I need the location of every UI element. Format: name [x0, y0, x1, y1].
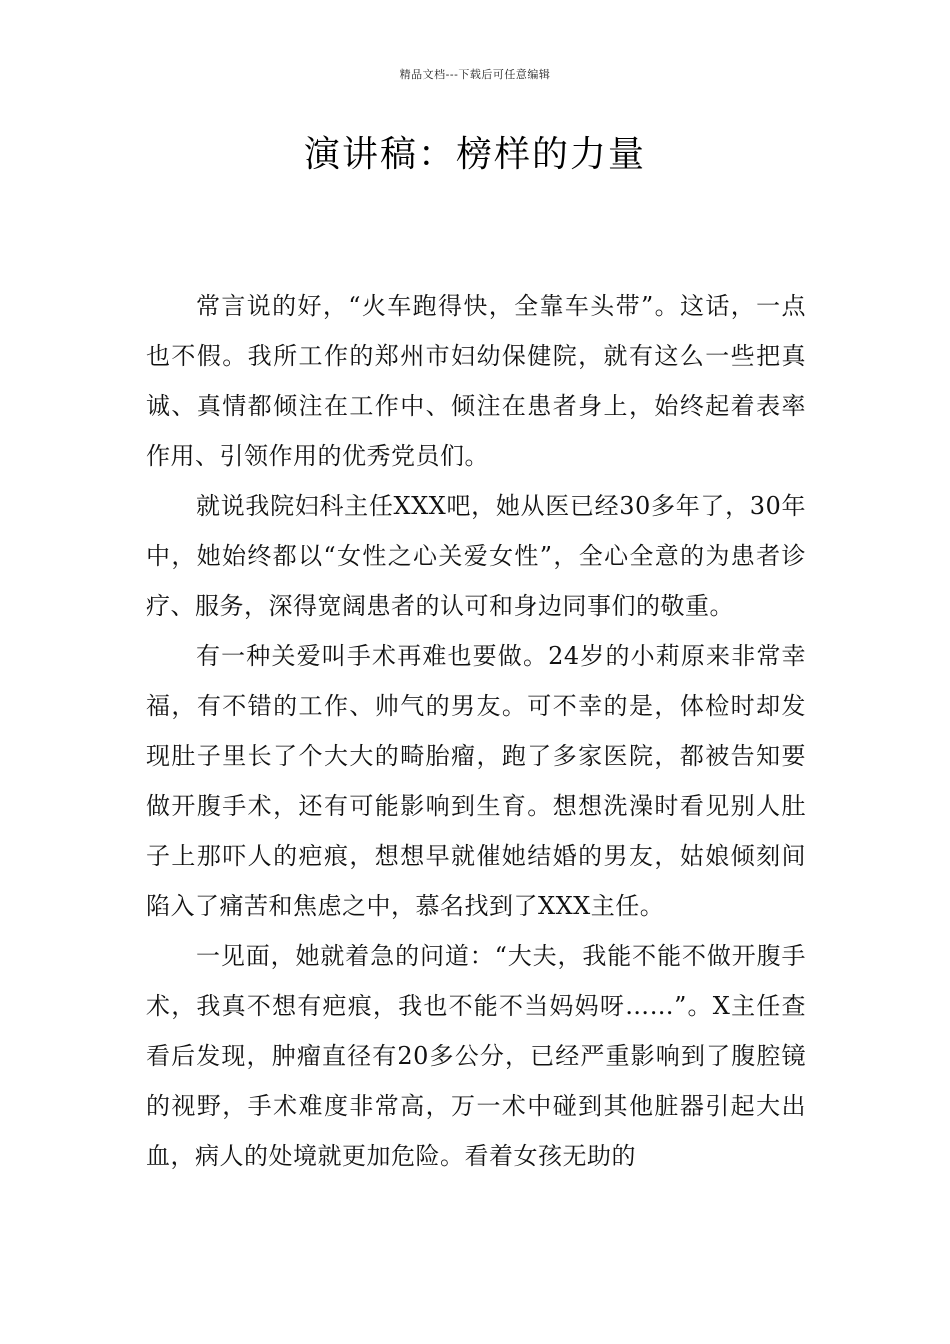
paragraph-4: 一见面，她就着急的问道：“大夫，我能不能不做开腹手术，我真不想有疤痕，我也不能不当妈妈呀……”。X主任查看后发现，肿瘤直径有20多公分，已经严重影响到了腹腔镜的视野，手术难度非常高，万一术中碰到其他脏器引起大出血，病人的处境就更加危险。看着女孩无助的: [146, 942, 806, 1170]
document-title: 演讲稿：榜样的力量: [303, 134, 646, 175]
paragraph-3: 有一种关爱叫手术再难也要做。24岁的小莉原来非常幸福，有不错的工作、帅气的男友。可不幸的是，体检时却发现肚子里长了个大大的畸胎瘤，跑了多家医院，都被告知要做开腹手术，还有可能影响到生育。想想洗澡时看见别人肚子上那吓人的疤痕，想想早就催她结婚的男友，姑娘倾刻间陷入了痛苦和焦虑之中，慕名找到了XXX主任。: [146, 642, 806, 920]
header-note: 精品文档---下载后可任意编辑: [399, 68, 551, 81]
paragraph-2: 就说我院妇科主任XXX吧，她从医已经30多年了，30年中，她始终都以“女性之心关爱女性”，全心全意的为患者诊疗、服务，深得宽阔患者的认可和身边同事们的敬重。: [146, 492, 806, 620]
paragraph-1: 常言说的好，“火车跑得快，全靠车头带”。这话，一点也不假。我所工作的郑州市妇幼保健院，就有这么一些把真诚、真情都倾注在工作中、倾注在患者身上，始终起着表率作用、引领作用的优秀党员们。: [146, 292, 806, 470]
document-body: [146, 281, 806, 1181]
